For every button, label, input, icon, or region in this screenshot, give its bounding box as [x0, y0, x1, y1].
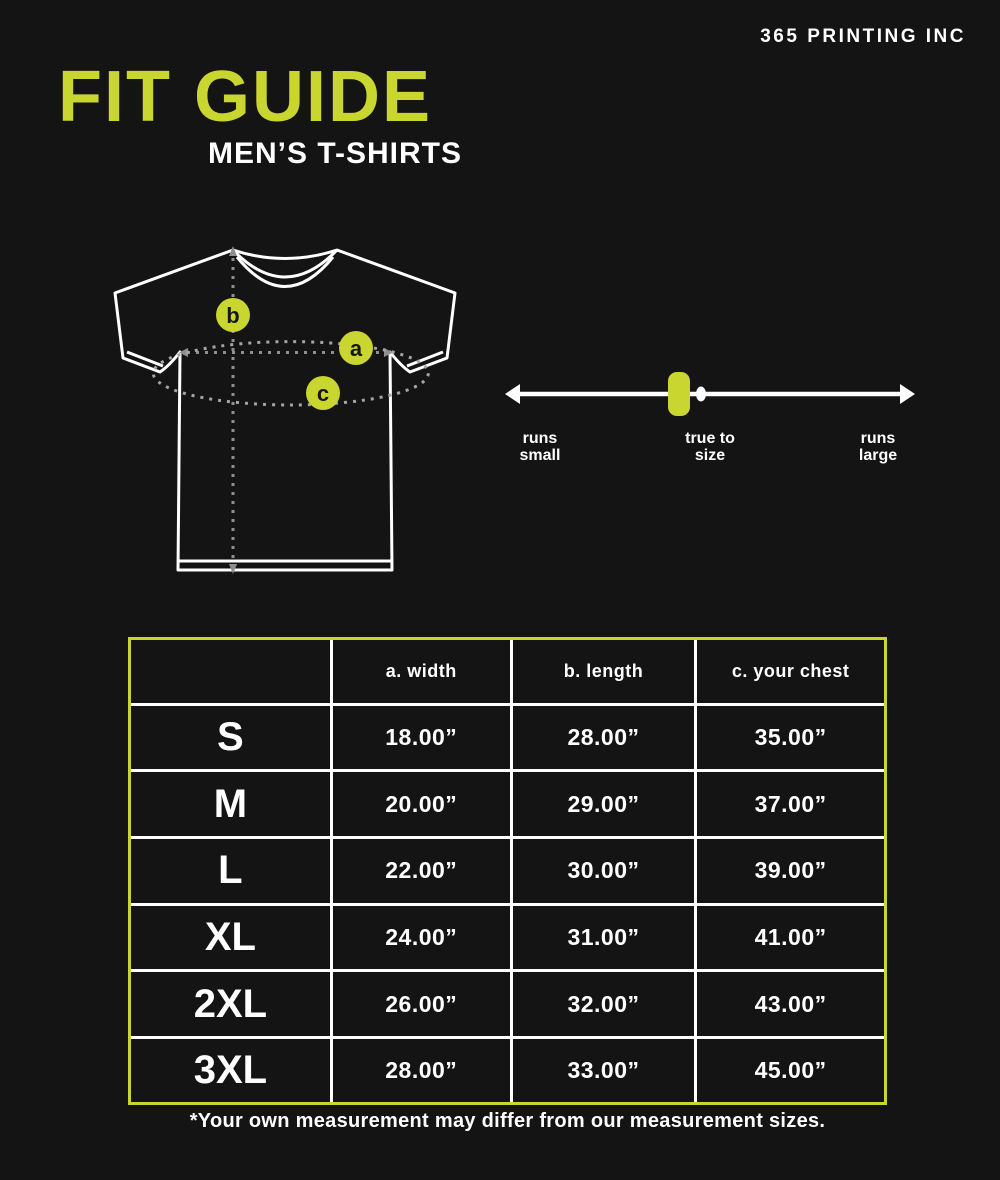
fit-scale: [505, 368, 915, 420]
size-label: 3XL: [131, 1037, 331, 1102]
scale-label-runs-large: [840, 430, 916, 464]
size-table: [131, 640, 884, 1102]
width-value: 22.00”: [331, 837, 511, 904]
size-label: M: [131, 771, 331, 838]
page-subtitle: MEN’S T-SHIRTS: [208, 137, 463, 170]
tshirt-measurement-diagram: [103, 240, 478, 580]
marker-b-label: b: [226, 303, 240, 328]
chest-value: 37.00”: [696, 771, 884, 838]
table-row: [131, 971, 884, 1038]
brand-name: 365 PRINTING INC: [760, 26, 966, 47]
header-width: a. width: [331, 640, 511, 704]
scale-label-line: size: [694, 447, 726, 464]
table-row: [131, 904, 884, 971]
length-value: 31.00”: [511, 904, 695, 971]
page-title: FIT GUIDE: [58, 57, 432, 137]
length-value: 33.00”: [511, 1037, 695, 1102]
width-value: 26.00”: [331, 971, 511, 1038]
width-value: 28.00”: [331, 1037, 511, 1102]
scale-label-line: runs: [860, 430, 896, 447]
length-value: 28.00”: [511, 704, 695, 771]
length-value: 30.00”: [511, 837, 695, 904]
arrow-left-icon: [505, 384, 520, 404]
scale-label-line: true to: [685, 430, 735, 447]
chest-value: 39.00”: [696, 837, 884, 904]
chest-value: 45.00”: [696, 1037, 884, 1102]
size-label: L: [131, 837, 331, 904]
center-dot-icon: [696, 387, 706, 402]
measurement-lines: [153, 246, 428, 574]
table-row: [131, 1037, 884, 1102]
scale-label-runs-small: [505, 430, 575, 464]
marker-a-label: a: [349, 336, 363, 361]
size-label: S: [131, 704, 331, 771]
scale-label-line: small: [519, 447, 561, 464]
width-value: 20.00”: [331, 771, 511, 838]
chest-value: 41.00”: [696, 904, 884, 971]
measurement-disclaimer: *Your own measurement may differ from our measurement sizes.: [189, 1110, 826, 1132]
size-label: 2XL: [131, 971, 331, 1038]
scale-label-line: runs: [522, 430, 558, 447]
header-length: b. length: [511, 640, 695, 704]
table-row: [131, 704, 884, 771]
table-row: [131, 837, 884, 904]
length-value: 29.00”: [511, 771, 695, 838]
table-header-row: [131, 640, 884, 704]
width-value: 18.00”: [331, 704, 511, 771]
measurement-markers: [216, 298, 373, 410]
fit-marker: [668, 372, 690, 416]
header-empty: [131, 640, 331, 704]
header-chest: c. your chest: [696, 640, 884, 704]
size-label: XL: [131, 904, 331, 971]
scale-label-line: large: [858, 447, 898, 464]
scale-label-true-to-size: [655, 430, 765, 464]
chest-value: 35.00”: [696, 704, 884, 771]
chest-value: 43.00”: [696, 971, 884, 1038]
length-value: 32.00”: [511, 971, 695, 1038]
arrow-right-icon: [900, 384, 915, 404]
size-table-container: [128, 637, 887, 1105]
width-value: 24.00”: [331, 904, 511, 971]
table-row: [131, 771, 884, 838]
tshirt-outline: [115, 250, 455, 570]
marker-c-label: c: [316, 381, 330, 406]
